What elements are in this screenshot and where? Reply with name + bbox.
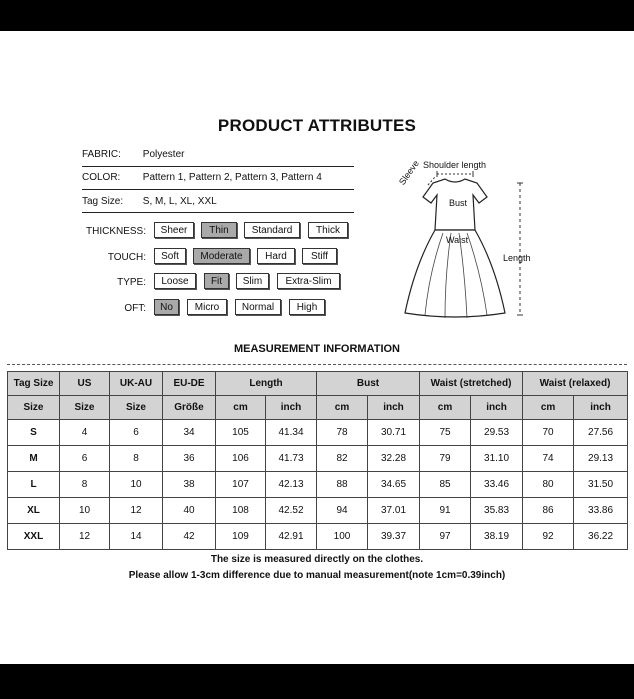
- subheader-cell: inch: [368, 396, 420, 420]
- thickness-option-thick: Thick: [308, 222, 348, 238]
- table-cell: 107: [216, 472, 266, 498]
- divider: [82, 166, 354, 167]
- table-cell: 82: [317, 446, 368, 472]
- touch-option-moderate: Moderate: [193, 248, 250, 264]
- type-label: TYPE:: [117, 277, 146, 288]
- divider: [82, 212, 354, 213]
- table-cell: 94: [317, 498, 368, 524]
- table-row: [8, 498, 628, 524]
- header-cell: Waist (relaxed): [523, 372, 628, 396]
- table-cell: 78: [317, 420, 368, 446]
- subheader-cell: inch: [266, 396, 317, 420]
- subheader-cell: cm: [523, 396, 574, 420]
- table-cell: 40: [163, 498, 216, 524]
- touch-option-hard: Hard: [257, 248, 295, 264]
- oft-label: OFT:: [124, 303, 146, 314]
- header-cell: Bust: [317, 372, 420, 396]
- table-cell: 36: [163, 446, 216, 472]
- table-cell: 12: [110, 498, 163, 524]
- touch-label: TOUCH:: [107, 252, 146, 263]
- table-cell: 80: [523, 472, 574, 498]
- bottom-black-bar: [0, 664, 634, 699]
- subheader-cell: inch: [471, 396, 523, 420]
- type-option-fit: Fit: [204, 273, 229, 289]
- subheader-cell: Größe: [163, 396, 216, 420]
- thickness-option-thin: Thin: [201, 222, 237, 238]
- measurement-title: MEASUREMENT INFORMATION: [233, 343, 400, 355]
- table-row: [8, 524, 628, 550]
- table-cell: 91: [420, 498, 471, 524]
- divider: [82, 189, 354, 190]
- table-header-row: [8, 372, 628, 396]
- subheader-cell: Size: [60, 396, 110, 420]
- table-row: [8, 446, 628, 472]
- table-cell: 12: [60, 524, 110, 550]
- table-cell: 31.50: [574, 472, 628, 498]
- tag-size-label: Tag Size:: [82, 196, 124, 207]
- table-cell: 106: [216, 446, 266, 472]
- table-cell: 108: [216, 498, 266, 524]
- table-cell: 29.13: [574, 446, 628, 472]
- subheader-cell: cm: [420, 396, 471, 420]
- subheader-cell: Size: [110, 396, 163, 420]
- fabric-value: Polyester: [142, 149, 185, 160]
- size-cell: M: [8, 446, 60, 472]
- note-line-1: The size is measured directly on the clothes.: [210, 554, 424, 565]
- table-subheader-row: [8, 396, 628, 420]
- dotted-divider: [7, 364, 627, 365]
- type-option-loose: Loose: [154, 273, 196, 289]
- subheader-cell: cm: [216, 396, 266, 420]
- oft-option-micro: Micro: [187, 299, 227, 315]
- touch-option-soft: Soft: [154, 248, 186, 264]
- size-cell: S: [8, 420, 60, 446]
- table-cell: 31.10: [471, 446, 523, 472]
- table-cell: 105: [216, 420, 266, 446]
- table-cell: 100: [317, 524, 368, 550]
- spec-fabric: [82, 149, 354, 160]
- header-cell: US: [60, 372, 110, 396]
- table-cell: 42.91: [266, 524, 317, 550]
- subheader-cell: inch: [574, 396, 628, 420]
- size-cell: XXL: [8, 524, 60, 550]
- color-value: Pattern 1, Pattern 2, Pattern 3, Pattern 4: [142, 172, 322, 183]
- table-cell: 33.46: [471, 472, 523, 498]
- table-cell: 10: [60, 498, 110, 524]
- oft-option-normal: Normal: [235, 299, 281, 315]
- header-cell: EU-DE: [163, 372, 216, 396]
- table-cell: 10: [110, 472, 163, 498]
- dress-measurement-diagram: [395, 155, 555, 325]
- waist-label: Waist: [446, 235, 469, 245]
- table-cell: 88: [317, 472, 368, 498]
- oft-option-no: No: [154, 299, 179, 315]
- table-cell: 6: [110, 420, 163, 446]
- measurement-table: [7, 371, 628, 550]
- sleeve-label: Sleeve: [397, 158, 421, 187]
- table-cell: 37.01: [368, 498, 420, 524]
- color-label: COLOR:: [82, 172, 121, 183]
- subheader-cell: Size: [8, 396, 60, 420]
- table-cell: 32.28: [368, 446, 420, 472]
- bust-label: Bust: [449, 198, 468, 208]
- table-cell: 42.52: [266, 498, 317, 524]
- thickness-option-sheer: Sheer: [154, 222, 194, 238]
- header-cell: Tag Size: [8, 372, 60, 396]
- subheader-cell: cm: [317, 396, 368, 420]
- page-title: PRODUCT ATTRIBUTES: [217, 116, 417, 135]
- table-cell: 34: [163, 420, 216, 446]
- table-cell: 109: [216, 524, 266, 550]
- table-cell: 70: [523, 420, 574, 446]
- table-cell: 41.34: [266, 420, 317, 446]
- table-cell: 42: [163, 524, 216, 550]
- tag-size-value: S, M, L, XL, XXL: [142, 196, 217, 207]
- table-cell: 38.19: [471, 524, 523, 550]
- type-option-slim: Slim: [236, 273, 269, 289]
- fabric-label: FABRIC:: [82, 149, 121, 160]
- top-black-bar: [0, 0, 634, 31]
- table-cell: 85: [420, 472, 471, 498]
- table-cell: 74: [523, 446, 574, 472]
- table-cell: 14: [110, 524, 163, 550]
- thickness-label: THICKNESS:: [85, 226, 146, 237]
- size-cell: XL: [8, 498, 60, 524]
- table-cell: 36.22: [574, 524, 628, 550]
- table-cell: 8: [110, 446, 163, 472]
- oft-option-high: High: [289, 299, 325, 315]
- touch-option-stiff: Stiff: [302, 248, 337, 264]
- type-option-extra-slim: Extra-Slim: [277, 273, 340, 289]
- table-cell: 42.13: [266, 472, 317, 498]
- header-cell: Waist (stretched): [420, 372, 523, 396]
- table-cell: 33.86: [574, 498, 628, 524]
- table-cell: 75: [420, 420, 471, 446]
- table-cell: 29.53: [471, 420, 523, 446]
- spec-color: [82, 172, 354, 183]
- table-cell: 41.73: [266, 446, 317, 472]
- table-row: [8, 420, 628, 446]
- header-cell: Length: [216, 372, 317, 396]
- table-cell: 86: [523, 498, 574, 524]
- table-cell: 35.83: [471, 498, 523, 524]
- note-line-2: Please allow 1-3cm difference due to manual measurement(note 1cm=0.39inch): [128, 570, 506, 581]
- table-cell: 6: [60, 446, 110, 472]
- table-cell: 27.56: [574, 420, 628, 446]
- table-cell: 34.65: [368, 472, 420, 498]
- table-cell: 30.71: [368, 420, 420, 446]
- spec-tag-size: [82, 196, 354, 207]
- table-cell: 8: [60, 472, 110, 498]
- table-cell: 92: [523, 524, 574, 550]
- table-cell: 39.37: [368, 524, 420, 550]
- table-cell: 38: [163, 472, 216, 498]
- table-cell: 97: [420, 524, 471, 550]
- table-cell: 79: [420, 446, 471, 472]
- table-cell: 4: [60, 420, 110, 446]
- size-cell: L: [8, 472, 60, 498]
- length-label: Length: [503, 253, 531, 263]
- table-row: [8, 472, 628, 498]
- header-cell: UK-AU: [110, 372, 163, 396]
- thickness-option-standard: Standard: [244, 222, 300, 238]
- shoulder-length-label: Shoulder length: [423, 160, 487, 170]
